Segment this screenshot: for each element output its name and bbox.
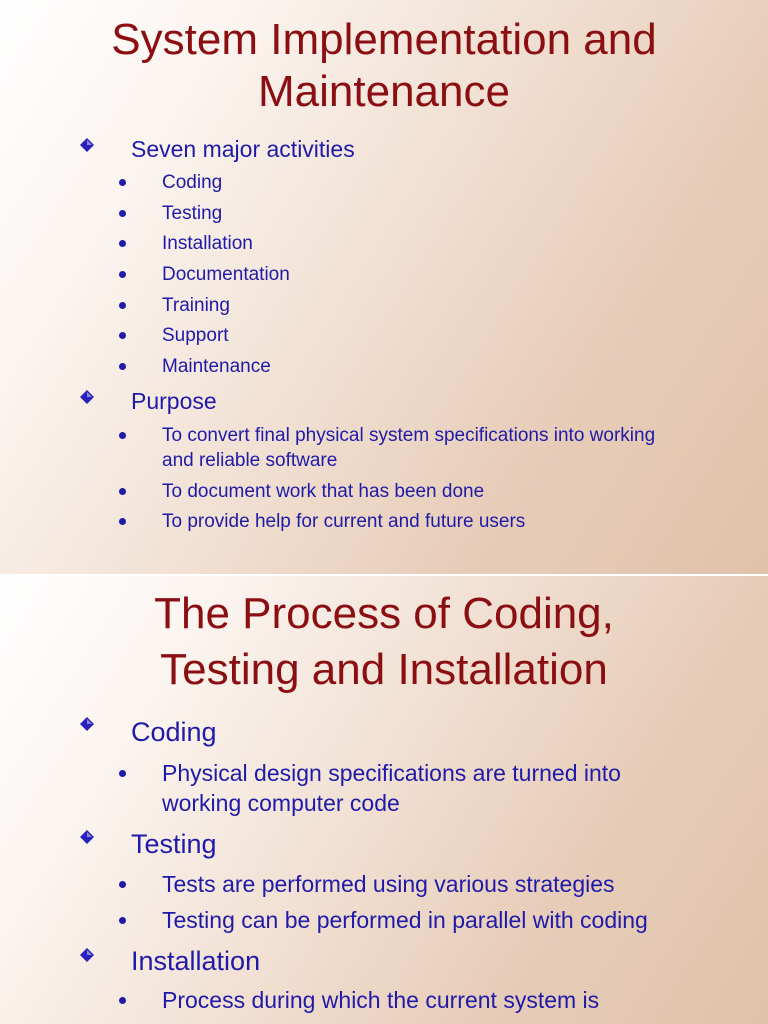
list-item-continuation: and reliable software <box>162 450 338 471</box>
section-heading-coding: Coding <box>131 717 217 747</box>
list-item: To provide help for current and future users <box>162 511 526 532</box>
slide-2-title-line-2: Testing and Installation <box>160 645 608 694</box>
round-bullet-icon <box>119 240 126 247</box>
section-heading-purpose: Purpose <box>131 388 217 414</box>
slide-1-title-line-1: System Implementation and <box>111 15 657 64</box>
round-bullet-icon <box>119 271 126 278</box>
section-heading-installation: Installation <box>131 946 261 976</box>
list-item: Maintenance <box>162 356 271 377</box>
list-item: Coding <box>162 172 223 193</box>
slide-2-title-line-1: The Process of Coding, <box>154 589 614 638</box>
section-heading-testing: Testing <box>131 829 217 859</box>
round-bullet-icon <box>119 488 126 495</box>
diamond-bullet-icon <box>80 948 94 962</box>
list-item: Installation <box>162 233 253 254</box>
round-bullet-icon <box>119 363 126 370</box>
round-bullet-icon <box>119 179 126 186</box>
round-bullet-icon <box>119 210 126 217</box>
list-item: To convert final physical system specifications into working <box>162 425 656 446</box>
list-item: Process during which the current system is <box>162 987 600 1013</box>
round-bullet-icon <box>119 881 126 888</box>
list-item: Documentation <box>162 264 290 285</box>
round-bullet-icon <box>119 432 126 439</box>
slide-2-title <box>0 586 768 698</box>
slide-1-title-line-2: Maintenance <box>258 67 510 116</box>
round-bullet-icon <box>119 302 126 309</box>
round-bullet-icon <box>119 332 126 339</box>
list-item: Testing <box>162 203 223 224</box>
slide-2 <box>0 576 768 1024</box>
diamond-bullet-icon <box>80 138 94 152</box>
diamond-bullet-icon <box>80 830 94 844</box>
diamond-bullet-icon <box>80 390 94 404</box>
section-heading-activities: Seven major activities <box>131 136 355 162</box>
diamond-bullet-icon <box>80 717 94 731</box>
list-item: To document work that has been done <box>162 481 485 502</box>
round-bullet-icon <box>119 770 126 777</box>
list-item: Testing can be performed in parallel with coding <box>162 907 648 933</box>
list-item: Tests are performed using various strategies <box>162 871 615 897</box>
list-item: Training <box>162 295 230 316</box>
round-bullet-icon <box>119 917 126 924</box>
list-item: Physical design specifications are turned into <box>162 760 621 786</box>
list-item: Support <box>162 325 229 346</box>
list-item-continuation: working computer code <box>162 790 400 816</box>
round-bullet-icon <box>119 518 126 525</box>
slide-1-title <box>0 14 768 118</box>
round-bullet-icon <box>119 997 126 1004</box>
